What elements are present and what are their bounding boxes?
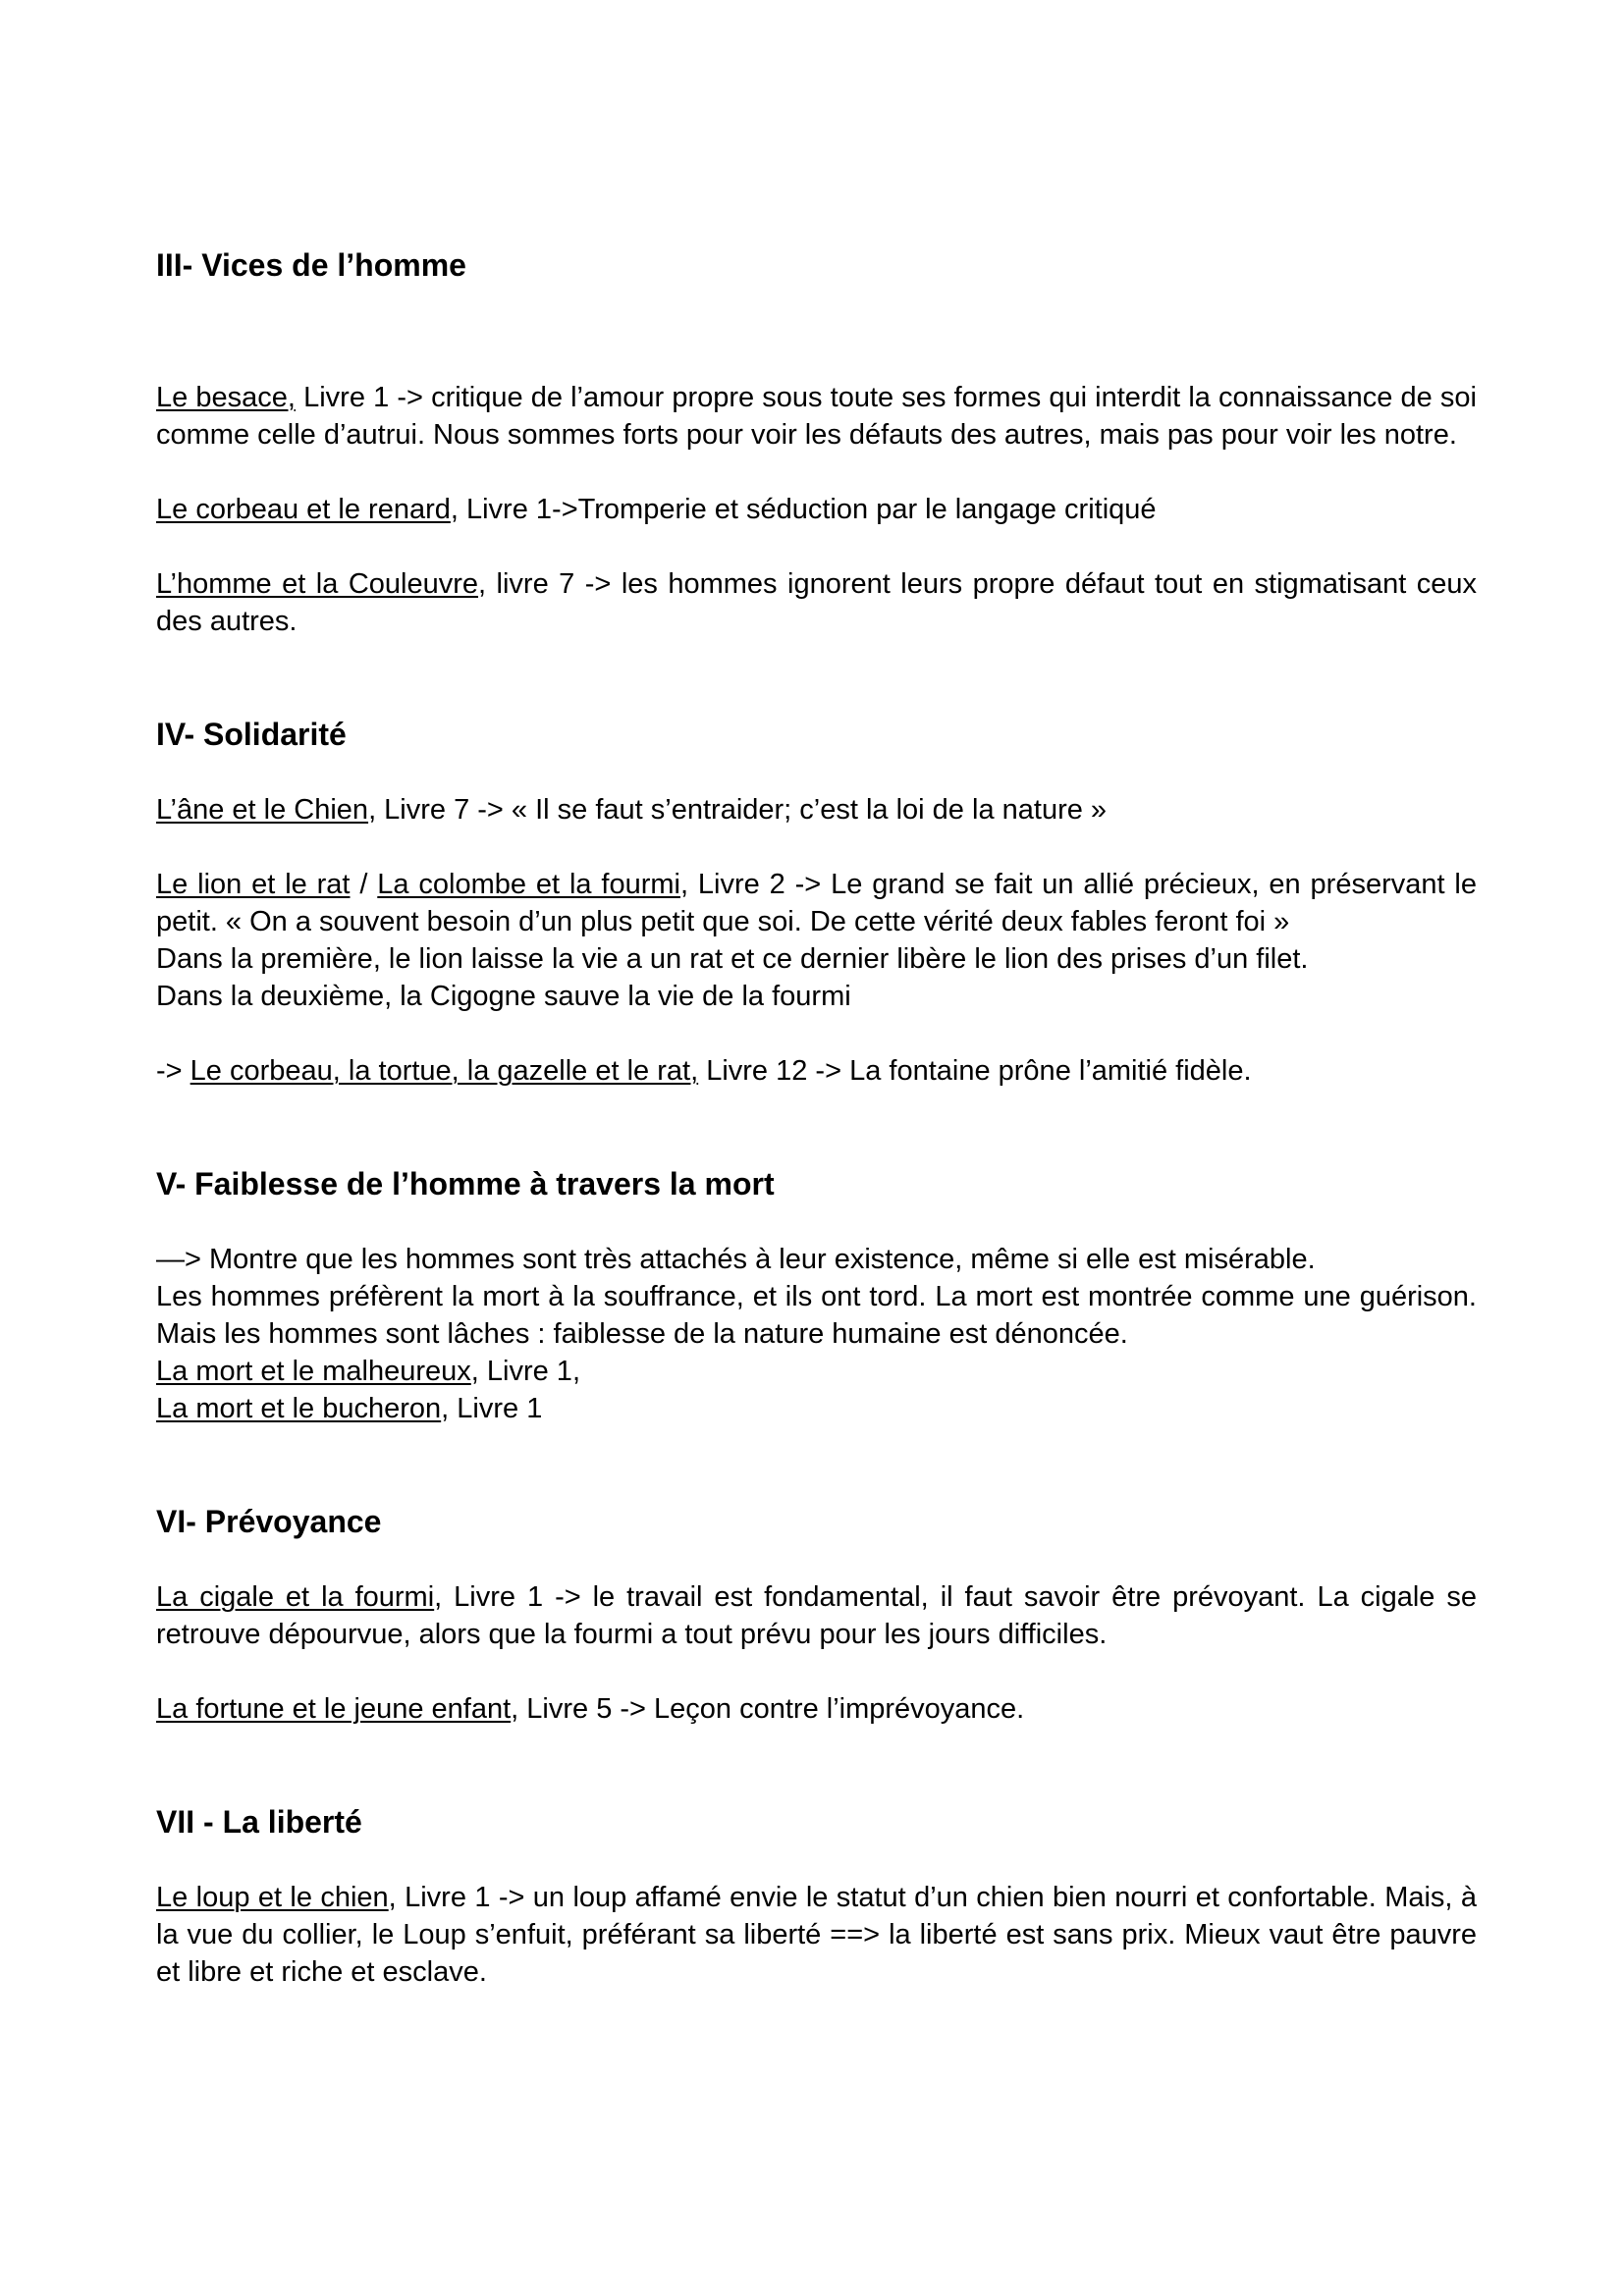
paragraph: —> Montre que les hommes sont très attachés à leur existence, même si elle est misérable. <box>156 1244 1316 1275</box>
section-title: V- Faiblesse de l’homme à travers la mort <box>156 1166 775 1201</box>
paragraph-text: Livre 12 -> La fontaine prône l’amitié fidèle. <box>698 1055 1252 1087</box>
paragraph-text: , Livre 1 -> un loup affamé envie le statut d’un chien bien nourri et confortable. Mais, à la vue du collier, le Loup s’enfuit, préférant sa liberté ==> la liberté est sans prix. Mieux vaut être pauvre et libre et riche et esclave. <box>156 1882 1477 1988</box>
section-prevoyance <box>156 1502 1477 1728</box>
paragraph <box>156 1390 1477 1427</box>
separator: / <box>350 869 378 900</box>
paragraph: Dans la deuxième, la Cigogne sauve la vie de la fourmi <box>156 981 851 1012</box>
paragraph-text: , livre 7 -> les hommes ignorent leurs propre défaut tout en stigmatisant ceux des autres. <box>156 568 1477 637</box>
fable-title: La fortune et le jeune enfant <box>156 1693 512 1725</box>
section-title: VII - La liberté <box>156 1804 362 1840</box>
paragraph-text: , Livre 5 -> Leçon contre l’imprévoyance. <box>511 1693 1025 1725</box>
paragraph-text: , Livre 1 -> le travail est fondamental, il faut savoir être prévoyant. La cigale se retrouve dépourvue, alors que la fourmi a tout prévu pour les jours difficiles. <box>156 1581 1477 1650</box>
fable-title: Le corbeau, la tortue, la gazelle et le rat, <box>189 1055 699 1087</box>
paragraph <box>156 1690 1477 1728</box>
section-solidarite <box>156 715 1477 1090</box>
document-body <box>156 245 1477 1991</box>
fable-title: Le besace, <box>156 382 296 413</box>
paragraph <box>156 565 1477 640</box>
paragraph <box>156 1879 1477 1991</box>
paragraph-text: , Livre 1, <box>470 1356 580 1387</box>
fable-title: La mort et le malheureux <box>156 1356 471 1387</box>
paragraph-text: , Livre 1->Tromperie et séduction par le langage critiqué <box>450 494 1157 525</box>
fable-title: L’âne et le Chien <box>156 794 369 826</box>
paragraph <box>156 866 1477 940</box>
paragraph: Les hommes préfèrent la mort à la souffrance, et ils ont tord. La mort est montrée comme une guérison. Mais les hommes sont lâches : faiblesse de la nature humaine est dénoncée. <box>156 1281 1477 1350</box>
paragraph: Dans la première, le lion laisse la vie a un rat et ce dernier libère le lion des prises d’un filet. <box>156 943 1309 975</box>
paragraph <box>156 491 1477 528</box>
fable-title: La mort et le bucheron <box>156 1393 442 1424</box>
fable-title: La colombe et la fourmi <box>377 869 680 900</box>
section-title: IV- Solidarité <box>156 717 347 752</box>
fable-title: Le corbeau et le renard <box>156 494 451 525</box>
paragraph <box>156 379 1477 454</box>
section-liberte <box>156 1802 1477 1991</box>
paragraph <box>156 791 1477 828</box>
paragraph-text: , Livre 1 <box>441 1393 543 1424</box>
section-faiblesse <box>156 1164 1477 1427</box>
section-title: VI- Prévoyance <box>156 1504 382 1539</box>
paragraph <box>156 1052 1477 1090</box>
section-title: III- Vices de l’homme <box>156 247 466 283</box>
fable-title: Le loup et le chien <box>156 1882 389 1913</box>
arrow-prefix: -> <box>156 1055 190 1087</box>
fable-title: L’homme et la Couleuvre <box>156 568 479 600</box>
paragraph <box>156 1578 1477 1653</box>
paragraph-text: Livre 1 -> critique de l’amour propre sous toute ses formes qui interdit la connaissance de soi comme celle d’autrui. Nous sommes forts pour voir les défauts des autres, mais pas pour voir les notre. <box>156 382 1477 451</box>
fable-title: Le lion et le rat <box>156 869 351 900</box>
paragraph <box>156 1353 1477 1390</box>
fable-title: La cigale et la fourmi <box>156 1581 435 1613</box>
paragraph-text: , Livre 7 -> « Il se faut s’entraider; c’est la loi de la nature » <box>368 794 1108 826</box>
paragraph-text: , Livre 2 -> Le grand se fait un allié précieux, en préservant le petit. « On a souvent besoin d’un plus petit que soi. De cette vérité deux fables feront foi » <box>156 869 1477 937</box>
section-vices <box>156 245 1477 640</box>
